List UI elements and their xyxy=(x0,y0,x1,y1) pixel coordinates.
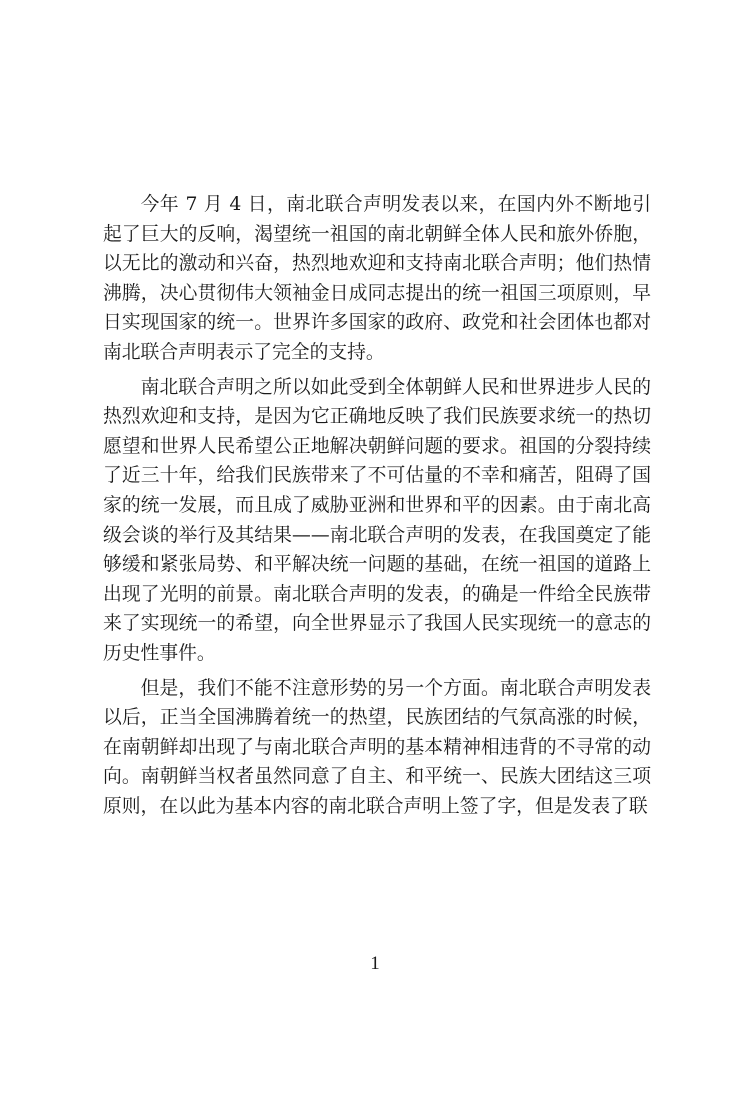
paragraph-2: 南北联合声明之所以如此受到全体朝鲜人民和世界进步人民的热烈欢迎和支持，是因为它正确地反映了我们民族要求统一的热切愿望和世界人民希望公正地解决朝鲜问题的要求。祖国的分裂持续了近三十年，给我们民族带来了不可估量的不幸和痛苦，阻碍了国家的统一发展，而且成了威胁亚洲和世界和平的因素。由于南北高级会谈的举行及其结果——南北联合声明的发表，在我国奠定了能够缓和紧张局势、和平解决统一问题的基础，在统一祖国的道路上出现了光明的前景。南北联合声明的发表，的确是一件给全民族带来了实现统一的希望，向全世界显示了我国人民实现统一的意志的历史性事件。 xyxy=(103,376,651,664)
paragraph-3: 但是，我们不能不注意形势的另一个方面。南北联合声明发表以后，正当全国沸腾着统一的热望，民族团结的气氛高涨的时候，在南朝鲜却出现了与南北联合声明的基本精神相违背的不寻常的动向。南朝鲜当权者虽然同意了自主、和平统一、民族大团结这三项原则，在以此为基本内容的南北联合声明上签了字，但是发表了联 xyxy=(103,677,651,817)
page-number: 1 xyxy=(370,953,380,974)
paragraph-1: 今年 7 月 4 日，南北联合声明发表以来，在国内外不断地引起了巨大的反响，渴望统一祖国的南北朝鲜全体人民和旅外侨胞，以无比的激动和兴奋，热烈地欢迎和支持南北联合声明；他们热情沸腾，决心贯彻伟大领袖金日成同志提出的统一祖国三项原则，早日实现国家的统一。世界许多国家的政府、政党和社会团体也都对南北联合声明表示了完全的支持。 xyxy=(103,194,651,363)
body-text xyxy=(103,190,651,826)
